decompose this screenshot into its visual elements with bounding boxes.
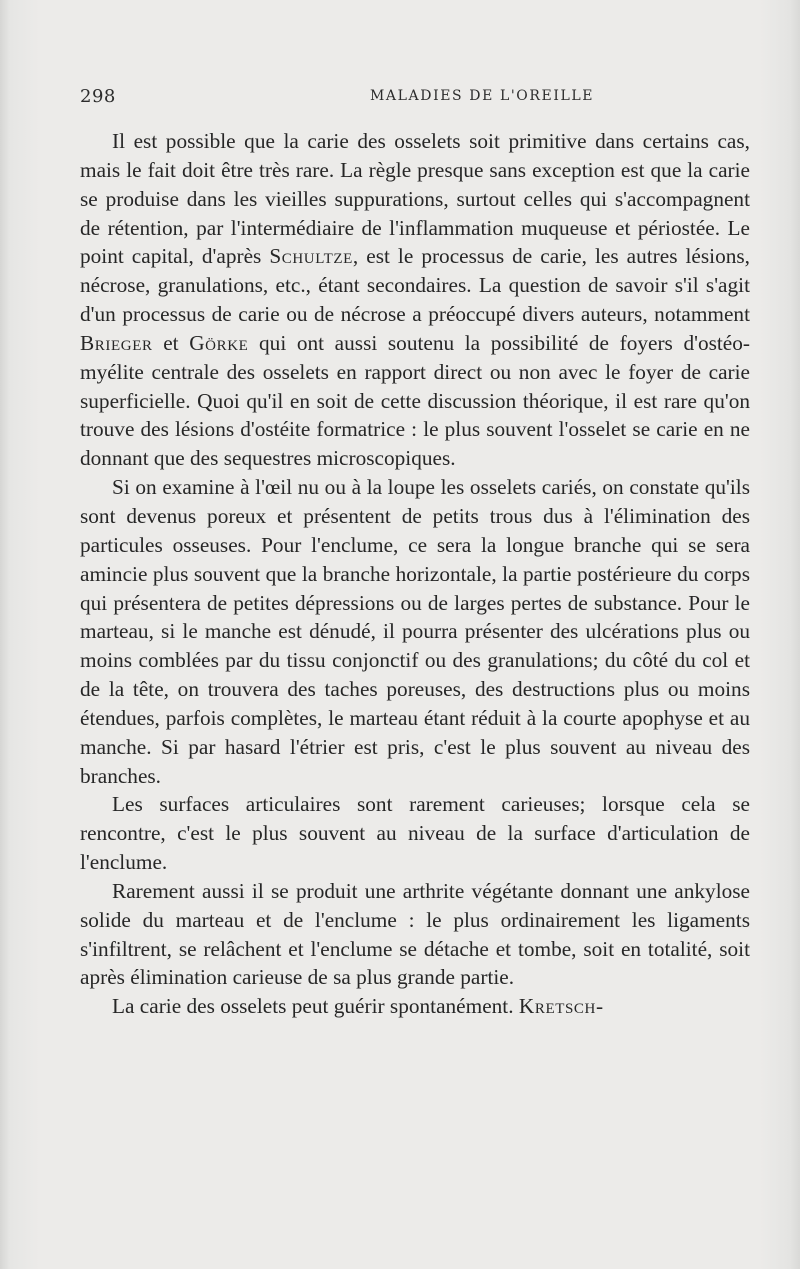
author-name: Görke xyxy=(189,330,249,355)
text-run: Les surfaces articulaires sont rarement carieuses; lorsque cela se rencontre, c'est le plus souvent au niveau de la surface d'articulation de l'enclume. xyxy=(80,792,750,875)
paragraph xyxy=(80,127,750,473)
author-name: Schultze xyxy=(269,244,353,269)
page-number: 298 xyxy=(80,86,116,107)
body-text xyxy=(80,127,750,1021)
text-run: Il est possible que la carie des osselets soit primitive dans certains cas, mais le fait doit être très rare. La règle presque sans exception est que la carie se produise dans les vieilles suppurations, surtout celles qui s'accompagnent de rétention, par l'intermédiaire de l'inflammation muqueuse et périostée. Le point capital, d'après xyxy=(80,129,750,269)
paragraph xyxy=(80,992,750,1021)
text-run: La carie des osselets peut guérir spontanément. xyxy=(112,994,519,1019)
page-header xyxy=(80,86,750,116)
running-title: MALADIES DE L'OREILLE xyxy=(370,88,595,104)
text-run: , est le processus de carie, les autres lésions, nécrose, granulations, etc., étant secondaires. La question de savoir s'il s'agit d'un processus de carie ou de nécrose a préoccupé divers auteurs, notamment xyxy=(80,244,750,327)
text-run: qui ont aussi soutenu la possibilité de foyers d'ostéo-myélite centrale des osselets en rapport direct ou non avec le foyer de carie superficielle. Quoi qu'il en soit de cette discussion théorique, il est rare qu'on trouve des lésions d'ostéite formatrice : le plus souvent l'osselet se carie en ne donnant que des sequestres microscopiques. xyxy=(80,330,750,471)
author-name: Kretsch- xyxy=(518,994,604,1019)
paragraph xyxy=(80,790,750,877)
text-run: et xyxy=(152,330,190,355)
text-run: Rarement aussi il se produit une arthrite végétante donnant une ankylose solide du marteau et de l'enclume : le plus ordinairement les ligaments s'infiltrent, se relâchent et l'enclume se détache et tombe, soit en totalité, soit après élimination carieuse de sa plus grande partie. xyxy=(80,878,750,990)
paragraph xyxy=(80,877,750,992)
text-run: Si on examine à l'œil nu ou à la loupe les osselets cariés, on constate qu'ils sont devenus poreux et présentent de petits trous dus à l'élimination des particules osseuses. Pour l'enclume, ce sera la longue branche qui se sera amincie plus souvent que la branche horizontale, la partie postérieure du corps qui présentera de petites dépressions ou de larges pertes de substance. Pour le marteau, si le manche est dénudé, il pourra présenter des ulcérations plus ou moins comblées par du tissu conjonctif ou des granulations; du côté du col et de la tête, on trouvera des taches poreuses, des destructions plus ou moins étendues, parfois complètes, le marteau étant réduit à la courte apophyse et au manche. Si par hasard l'étrier est pris, c'est le plus souvent au niveau des branches. xyxy=(80,475,750,788)
author-name: Brieger xyxy=(80,330,153,355)
paragraph xyxy=(80,473,750,790)
